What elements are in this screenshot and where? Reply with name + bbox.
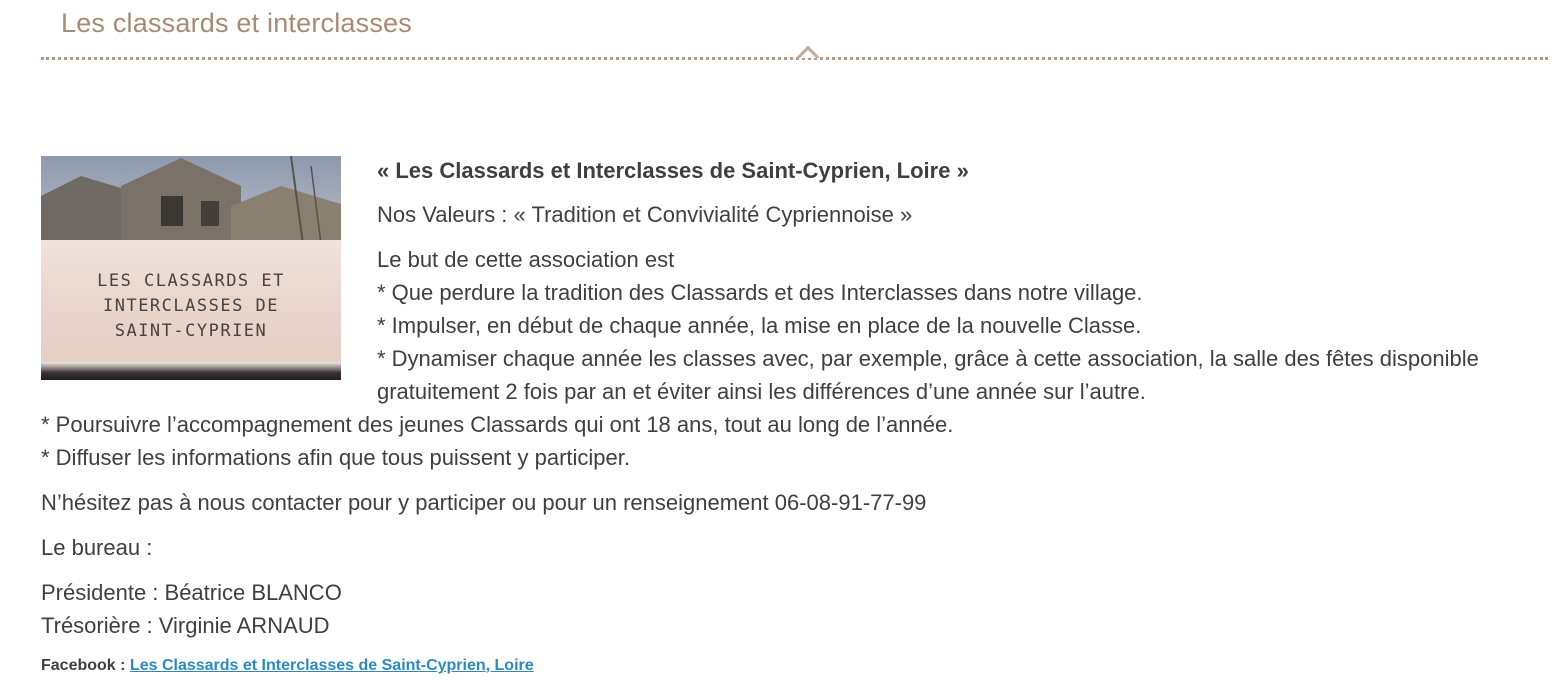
goal-item: * Que perdure la tradition des Classards et des Interclasses dans notre village. [377,280,1143,305]
association-image [41,156,341,380]
image-caption [41,269,341,344]
section-title: Les classards et interclasses [61,8,412,38]
caret-up-icon [796,44,820,58]
facebook-line [41,654,1541,678]
bureau-members [41,576,1541,642]
image-caption-line: LES CLASSARDS ET [97,271,285,291]
dotted-divider [41,57,1548,60]
bureau-label: Le bureau : [41,535,153,560]
facebook-link[interactable]: Les Classards et Interclasses de Saint-Cyprien, Loire [129,657,534,674]
goals-intro: Le but de cette association est [377,247,675,272]
article-content [41,156,1541,678]
image-bottom-strip [41,362,341,380]
facebook-label: Facebook : [41,657,126,674]
goal-item: * Diffuser les informations afin que tous puissent y participer. [41,445,631,470]
image-caption-line: INTERCLASSES DE [102,296,280,316]
goal-item: * Poursuivre l’accompagnement des jeunes Classards qui ont 18 ans, tout au long de l’année. [41,412,954,437]
treasurer-line: Trésorière : Virginie ARNAUD [41,613,330,638]
contact-line: N’hésitez pas à nous contacter pour y participer ou pour un renseignement 06-08-91-77-99 [41,490,927,515]
image-caption-line: SAINT-CYPRIEN [114,321,268,341]
goal-item: * Dynamiser chaque année les classes avec, par exemple, grâce à cette association, la salle des fêtes disponible gratuitement 2 fois par an et éviter ainsi les différences d’une année sur l’autre. [377,346,1479,404]
president-line: Présidente : Béatrice BLANCO [41,580,342,605]
goal-item: * Impulser, en début de chaque année, la mise en place de la nouvelle Classe. [377,313,1142,338]
image-house [41,156,341,246]
article-headline: « Les Classards et Interclasses de Saint-Cyprien, Loire » [377,158,969,183]
values-line: Nos Valeurs : « Tradition et Convivialité Cypriennoise » [377,202,913,227]
